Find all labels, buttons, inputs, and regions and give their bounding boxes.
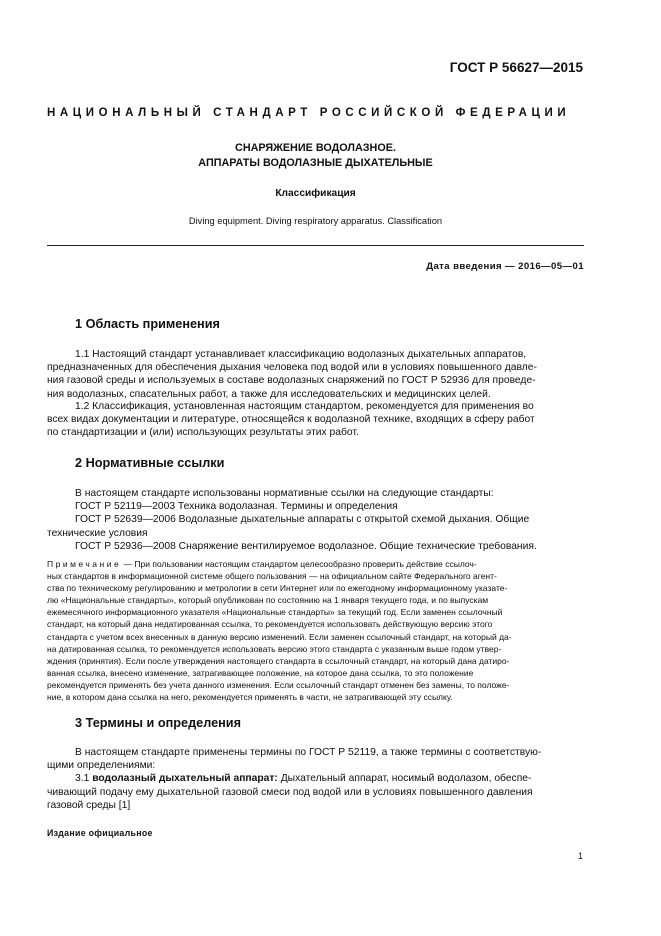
edition-label: Издание официальное [47,828,153,838]
text-line: рекомендуется применять без учета данного изменения. Если ссылочный стандарт отменен без замены, то положе- [47,679,510,690]
text-line: ждения (принятия). Если после утверждения настоящего стандарта в ссылочный стандарт, на который дана датиро- [47,655,510,666]
text-line: ние, в котором дана ссылка на него, рекомендуется применять в части, не затрагивающей эту ссылку. [47,692,453,703]
text-line: стандарт, на который дана недатированная ссылка, то рекомендуется использовать действующую версию этого [47,619,493,630]
section-2-heading: 2 Нормативные ссылки [75,456,225,470]
text-line: ния газовой среды и используемых в составе водолазных снаряжений по ГОСТ Р 52936 для проведе- [47,375,536,387]
text-line: ства по техническому регулированию и метрологии в сети Интернет или по ежегодному информационному указате- [47,583,508,594]
text-line: чивающий подачу ему дыхательной газовой смеси под водой или в условиях повышенного давления [47,786,533,798]
divider [47,245,584,246]
text-line: предназначенных для обеспечения дыхания человека под водой или в условиях повышенного давле- [47,362,537,374]
reference-3: ГОСТ Р 52936—2008 Снаряжение вентилируемое водолазное. Общие технические требования. [75,540,537,552]
text-line: ежемесячного информационного указателя «Национальные стандарты» за текущий год. Если заменен ссылочный [47,607,503,618]
page-number: 1 [578,851,584,861]
subtitle: Классификация [275,188,356,199]
text-line: всех видах документации и литературе, относящейся к водолазной технике, входящих в сферу работ [47,414,535,426]
text-line: на датированная ссылка, то рекомендуется использовать версию этого стандарта с указанным выше годом утвер- [47,643,502,654]
text-line: Дыхательный аппарат, носимый водолазом, обеспе- [277,773,532,785]
reference-2: ГОСТ Р 52639—2006 Водолазные дыхательные аппараты с открытой схемой дыхания. Общие [75,514,530,526]
text-line: стандарта с учетом всех внесенных в данную версию изменений. Если заменен ссылочный стандарт, на который да- [47,631,512,642]
reference-1: ГОСТ Р 52119—2003 Техника водолазная. Термины и определения [75,501,398,513]
english-title: Diving equipment. Diving respiratory apparatus. Classification [188,216,443,226]
section-2-note [47,558,584,703]
section-1-paragraph-2 [47,400,584,440]
text-line: 1.2 Классификация, установленная настоящим стандартом, рекомендуется для применения во [75,401,534,412]
text-line: В настоящем стандарте использованы нормативные ссылки на следующие стандарты: [75,488,494,499]
text-line: ванная ссылка, внесено изменение, затрагивающее положение, на которое дана ссылка, то это положение [47,667,474,678]
text-line: ния водолазных, спасательных работ, а также для исследовательских и медицинских целей. [47,388,491,400]
text-line: В настоящем стандарте применены термины по ГОСТ Р 52119, а также термины с соответствую- [75,747,542,758]
text-line: 1.1 Настоящий стандарт устанавливает классификацию водолазных дыхательных аппаратов, [75,349,527,360]
text-line: лю «Национальные стандарты», который опубликован по состоянию на 1 января текущего года, и по выпускам [47,595,489,606]
title-line-2: АППАРАТЫ ВОДОЛАЗНЫЕ ДЫХАТЕЛЬНЫЕ [198,157,433,169]
term-name: водолазный дыхательный аппарат: [92,773,278,785]
text-line: ных стандартов в информационной системе общего пользования — на официальном сайте Федерального агент- [47,571,497,582]
text-line: щими определениями: [47,760,156,772]
section-3-paragraph [47,746,584,812]
introduction-date: Дата введения — 2016—05—01 [426,261,584,272]
term-number: 3.1 [75,773,90,785]
note-label: Примечание [47,559,122,569]
national-standard-banner: НАЦИОНАЛЬНЫЙ СТАНДАРТ РОССИЙСКОЙ ФЕДЕРАЦИИ [47,107,571,119]
section-3-heading: 3 Термины и определения [75,716,242,730]
reference-2-continued: технические условия [47,527,148,539]
section-2-references [47,487,584,553]
text-line: газовой среды [1] [47,799,131,811]
section-1-paragraph-1 [47,348,584,401]
document-code: ГОСТ Р 56627—2015 [449,60,583,75]
title-line-1: СНАРЯЖЕНИЕ ВОДОЛАЗНОЕ. [235,142,396,154]
text-line: — При пользовании настоящим стандартом целесообразно проверить действие ссылоч- [121,559,477,569]
text-line: по стандартизации и (или) использующих результаты этих работ. [47,427,359,439]
section-1-heading: 1 Область применения [75,317,220,331]
